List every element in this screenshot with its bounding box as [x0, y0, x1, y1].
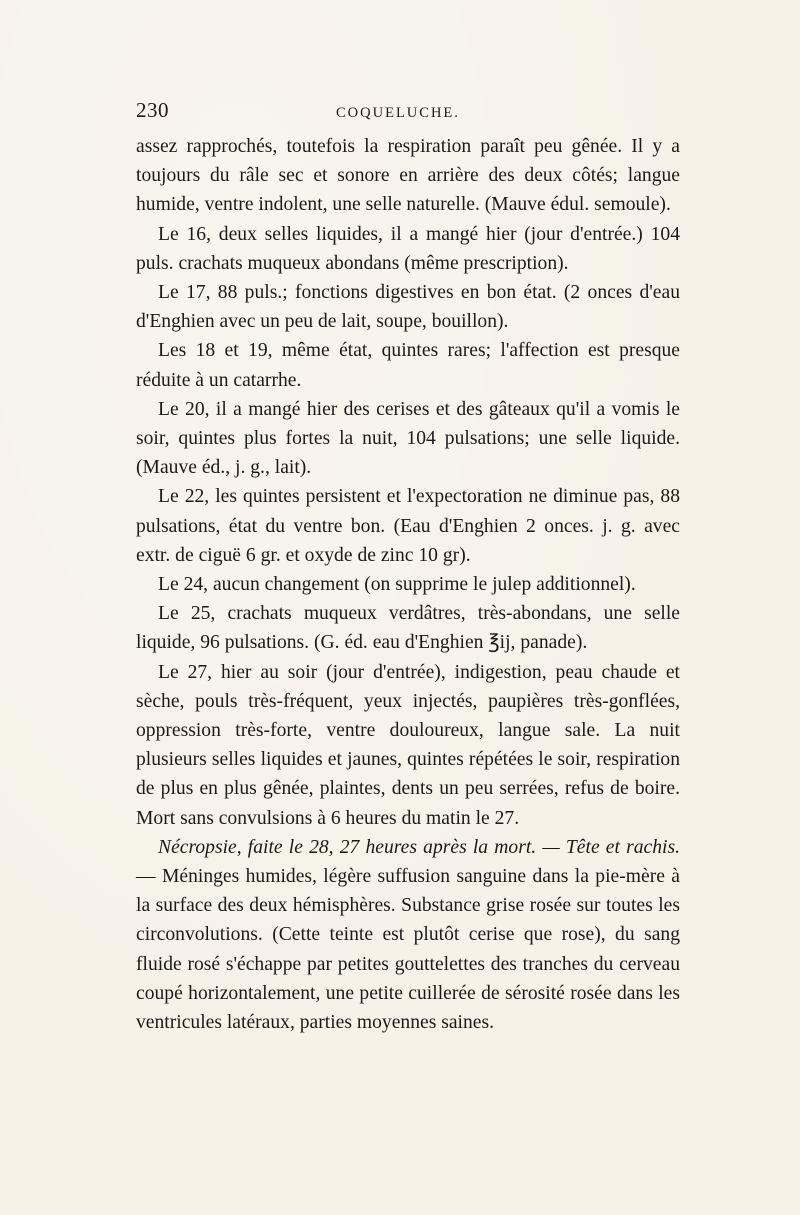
- paragraph-day-20: Le 20, il a mangé hier des cerises et des gâteaux qu'il a vomis le soir, quintes plus fortes la nuit, 104 pulsations; une selle liquide. (Mauve éd., j. g., lait).: [136, 398, 680, 479]
- paragraph-day-16: Le 16, deux selles liquides, il a mangé hier (jour d'entrée.) 104 puls. crachats muqueux abondans (même prescription).: [136, 223, 680, 274]
- paragraph-day-17: Le 17, 88 puls.; fonctions digestives en bon état. (2 onces d'eau d'Enghien avec un peu de lait, soupe, bouillon).: [136, 282, 680, 333]
- running-title: COQUELUCHE.: [336, 105, 460, 121]
- paragraph-day-27: Le 27, hier au soir (jour d'entrée), indigestion, peau chaude et sèche, pouls très-fréquent, yeux injectés, paupières très-gonflées, oppression très-forte, ventre douloureux, langue sale. La nuit plusieurs selles liquides et jaunes, quintes répétées le soir, respiration de plus en plus gênée, plaintes, dents un peu serrées, refus de boire. Mort sans convulsions à 6 heures du matin le 27.: [136, 661, 680, 829]
- page-number: 230: [136, 98, 169, 122]
- paragraph-day-25: Le 25, crachats muqueux verdâtres, très-abondans, une selle liquide, 96 pulsations. (G. éd. eau d'Enghien ℥ij, panade).: [136, 603, 680, 654]
- paragraph-days-18-19: Les 18 et 19, même état, quintes rares; l'affection est presque réduite à un catarrhe.: [136, 340, 680, 391]
- body-text: [136, 132, 680, 1037]
- necropsy-body: — Méninges humides, légère suffusion sanguine dans la pie-mère à la surface des deux hémisphères. Substance grise rosée sur toutes les circonvolutions. (Cette teinte est plutôt cerise que rose), du sang fluide rosé s'échappe par petites gouttelettes des tranches du cerveau coupé horizontalement, une petite cuillerée de sérosité rosée dans les ventricules latéraux, parties moyennes saines.: [136, 866, 680, 1034]
- paragraph-continuation: assez rapprochés, toutefois la respiration paraît peu gênée. Il y a toujours du râle sec et sonore en arrière des deux côtés; langue humide, ventre indolent, une selle naturelle. (Mauve édul. semoule).: [136, 136, 680, 216]
- paragraph-necropsy: [136, 833, 680, 1037]
- necropsy-heading: Nécropsie, faite le 28, 27 heures après la mort. — Tête et rachis.: [158, 836, 680, 858]
- paragraph-day-22: Le 22, les quintes persistent et l'expectoration ne diminue pas, 88 pulsations, état du ventre bon. (Eau d'Enghien 2 onces. j. g. avec extr. de ciguë 6 gr. et oxyde de zinc 10 gr).: [136, 486, 680, 566]
- paragraph-day-24: Le 24, aucun changement (on supprime le julep additionnel).: [158, 574, 636, 596]
- running-head: [136, 98, 680, 126]
